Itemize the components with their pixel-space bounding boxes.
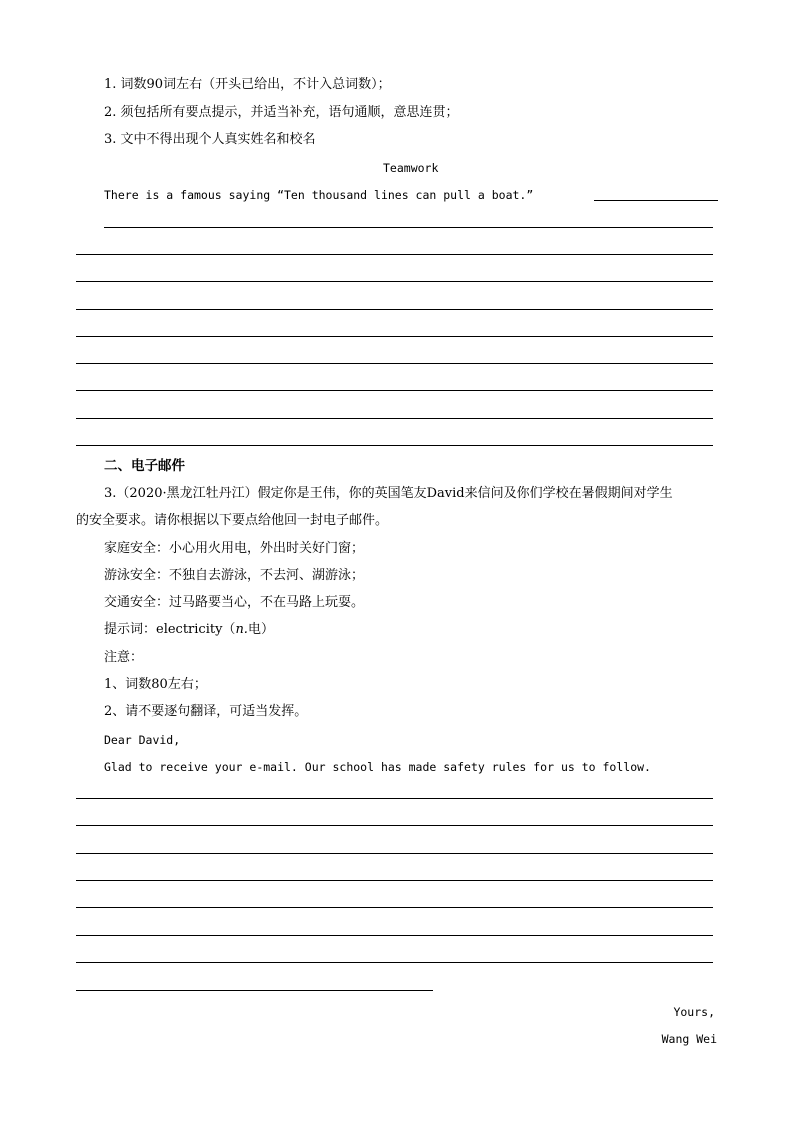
hint-meaning: 电） — [247, 622, 274, 637]
writing-line[interactable] — [76, 363, 713, 364]
question-line-1: 3.（2020·黑龙江牡丹江）假定你是王伟，你的英国笔友David来信问及你们学校在暑假期间对学生 — [104, 486, 673, 501]
writing-line[interactable] — [76, 418, 713, 419]
writing-line[interactable] — [76, 935, 713, 936]
writing-line[interactable] — [76, 798, 713, 799]
question-line-2: 的安全要求。请你根据以下要点给他回一封电子邮件。 — [76, 513, 389, 528]
writing-line[interactable] — [76, 880, 713, 881]
writing-line[interactable] — [76, 907, 713, 908]
email-closing: Yours, — [673, 1005, 715, 1019]
note-1: 1、词数80左右； — [104, 677, 207, 692]
hint-prefix: 提示词：electricity（ — [104, 622, 236, 637]
writing-line[interactable] — [76, 853, 713, 854]
point-traffic-safety: 交通安全：过马路要当心，不在马路上玩耍。 — [104, 595, 365, 610]
email-salutation: Dear David, — [104, 733, 181, 747]
writing-line[interactable] — [76, 309, 713, 310]
hint-words — [104, 622, 274, 638]
section-heading: 二、电子邮件 — [104, 458, 185, 474]
writing-line[interactable] — [76, 445, 713, 446]
writing-line-inline[interactable] — [594, 200, 718, 201]
writing-line[interactable] — [76, 336, 713, 337]
writing-line[interactable] — [76, 825, 713, 826]
essay-title: Teamwork — [383, 161, 439, 175]
writing-line[interactable] — [76, 254, 713, 255]
note-2: 2、请不要逐句翻译，可适当发挥。 — [104, 704, 308, 719]
point-swimming-safety: 游泳安全：不独自去游泳，不去河、湖游泳； — [104, 568, 365, 583]
writing-line[interactable] — [104, 227, 713, 228]
essay-opening-sentence: There is a famous saying “Ten thousand lines can pull a boat.” — [104, 188, 534, 202]
writing-line-short[interactable] — [76, 990, 433, 991]
writing-line[interactable] — [76, 962, 713, 963]
writing-line[interactable] — [76, 390, 713, 391]
writing-line[interactable] — [76, 281, 713, 282]
requirement-2: 2. 须包括所有要点提示，并适当补充，语句通顺，意思连贯； — [104, 105, 459, 120]
email-opening-sentence: Glad to receive your e-mail. Our school has made safety rules for us to follow. — [104, 760, 651, 774]
point-home-safety: 家庭安全：小心用火用电，外出时关好门窗； — [104, 541, 365, 556]
requirement-3: 3. 文中不得出现个人真实姓名和校名 — [104, 132, 316, 147]
requirement-1: 1. 词数90词左右（开头已给出，不计入总词数）； — [104, 77, 391, 92]
email-signature: Wang Wei — [661, 1032, 717, 1046]
notes-label: 注意： — [104, 650, 144, 665]
hint-part-of-speech: n. — [235, 622, 248, 637]
